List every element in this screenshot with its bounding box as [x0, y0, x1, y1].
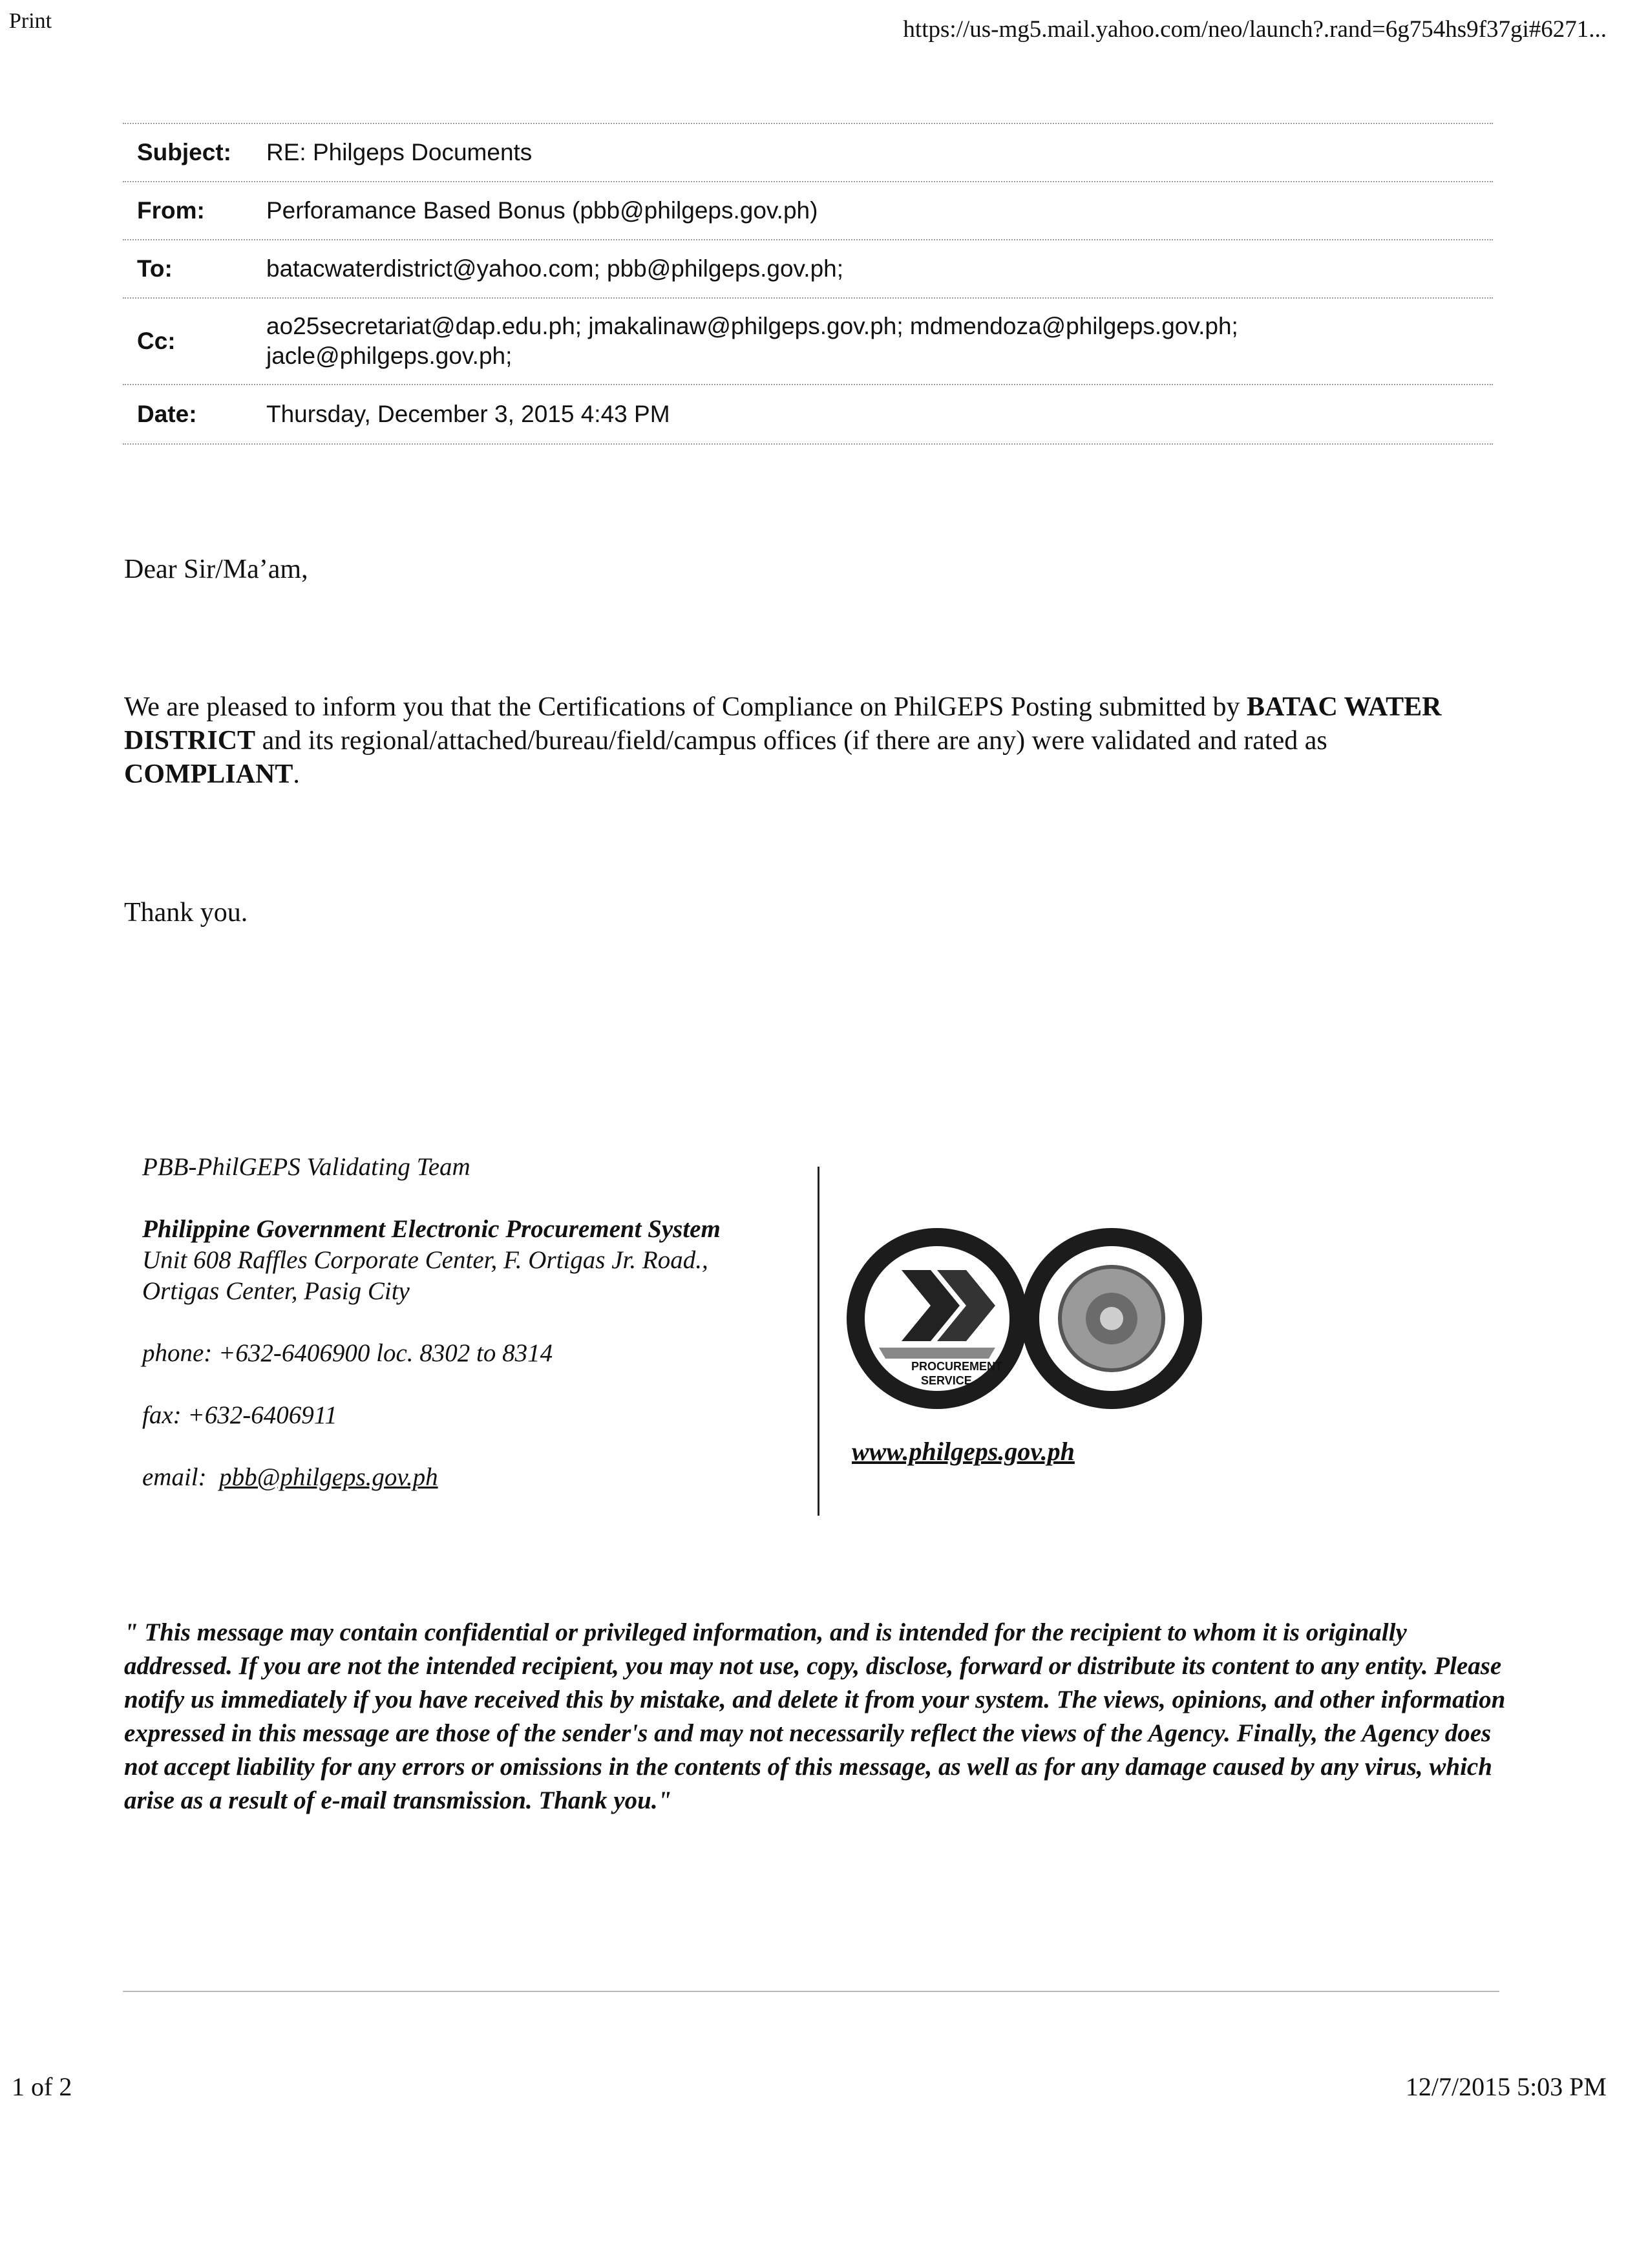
thank-you-text: Thank you. — [124, 898, 248, 927]
signature-team: PBB-PhilGEPS Validating Team — [142, 1153, 470, 1181]
paragraph-text-e: . — [293, 759, 300, 789]
to-row — [123, 239, 1493, 297]
procurement-service-logo-icon — [847, 1228, 1028, 1409]
date-value: Thursday, December 3, 2015 4:43 PM — [266, 401, 670, 427]
signature-address-2: Ortigas Center, Pasig City — [142, 1277, 410, 1305]
bottom-divider — [123, 1991, 1499, 1992]
signature-divider — [818, 1167, 819, 1516]
signature-phone: phone: +632-6406900 loc. 8302 to 8314 — [142, 1339, 553, 1367]
compliance-status: COMPLIANT — [124, 759, 293, 789]
page-number: 1 of 2 — [12, 2072, 72, 2101]
signature-email-label: email: — [142, 1463, 207, 1491]
date-label: Date: — [137, 401, 197, 427]
subject-row — [123, 123, 1493, 181]
signature-org: Philippine Government Electronic Procurement System — [142, 1215, 721, 1243]
from-value: Perforamance Based Bonus (pbb@philgeps.gov.ph) — [266, 197, 818, 224]
print-timestamp: 12/7/2015 5:03 PM — [1405, 2072, 1607, 2101]
email-header-table — [123, 123, 1493, 445]
to-value: batacwaterdistrict@yahoo.com; pbb@philgeps.gov.ph; — [266, 255, 844, 282]
paragraph-text-c: and its regional/attached/bureau/field/campus offices (if there are any) were validated and rated as — [255, 726, 1327, 756]
philippine-seal-icon — [1021, 1228, 1202, 1409]
signature-block — [142, 1152, 721, 1493]
cc-label: Cc: — [137, 328, 176, 354]
signature-email-link[interactable]: pbb@philgeps.gov.ph — [219, 1463, 438, 1491]
from-row — [123, 181, 1493, 239]
cc-value — [266, 312, 1493, 371]
print-label: Print — [9, 9, 52, 33]
disclaimer-text: " This message may contain confidential or privileged information, and is intended for the recipient to whom it is originally addressed. If you are not the intended recipient, you may not use, copy, disclose, forward or distribute its content to any entity. Please notify us immediately if you have received this by mistake, and delete it from your system. The views, opinions, and other information expressed in this message are those of the sender's and may not necessarily reflect the views of the Agency. Finally, the Agency does not accept liability for any errors or omissions in the contents of this message, as well as for any damage caused by any virus, which arise as a result of e-mail transmission. Thank you." — [124, 1618, 1506, 1814]
cc-row — [123, 297, 1493, 384]
paragraph-text-a: We are pleased to inform you that the Certifications of Compliance on PhilGEPS Posting submitted by — [124, 692, 1247, 722]
to-label: To: — [137, 255, 173, 282]
compliance-paragraph — [124, 690, 1507, 791]
logo-text-procurement: PROCUREMENT — [911, 1360, 1003, 1373]
philgeps-logo — [840, 1215, 1215, 1422]
website-link[interactable]: www.philgeps.gov.ph — [852, 1437, 1075, 1466]
subject-label: Subject: — [137, 139, 231, 165]
from-label: From: — [137, 197, 205, 224]
subject-value: RE: Philgeps Documents — [266, 139, 533, 165]
agency-name: BATAC WATER DISTRICT — [124, 692, 1442, 756]
logo-text-service: SERVICE — [921, 1374, 972, 1387]
signature-fax: fax: +632-6406911 — [142, 1401, 337, 1429]
greeting: Dear Sir/Ma’am, — [124, 555, 308, 584]
cc-line-1: ao25secretariat@dap.edu.ph; jmakalinaw@philgeps.gov.ph; mdmendoza@philgeps.gov.ph; — [266, 313, 1238, 339]
signature-address-1: Unit 608 Raffles Corporate Center, F. Ortigas Jr. Road., — [142, 1246, 708, 1274]
signature-email-line — [142, 1462, 721, 1493]
cc-line-2: jacle@philgeps.gov.ph; — [266, 343, 512, 369]
date-row — [123, 384, 1493, 445]
page-url: https://us-mg5.mail.yahoo.com/neo/launch?.rand=6g754hs9f37gi#6271... — [903, 16, 1607, 43]
